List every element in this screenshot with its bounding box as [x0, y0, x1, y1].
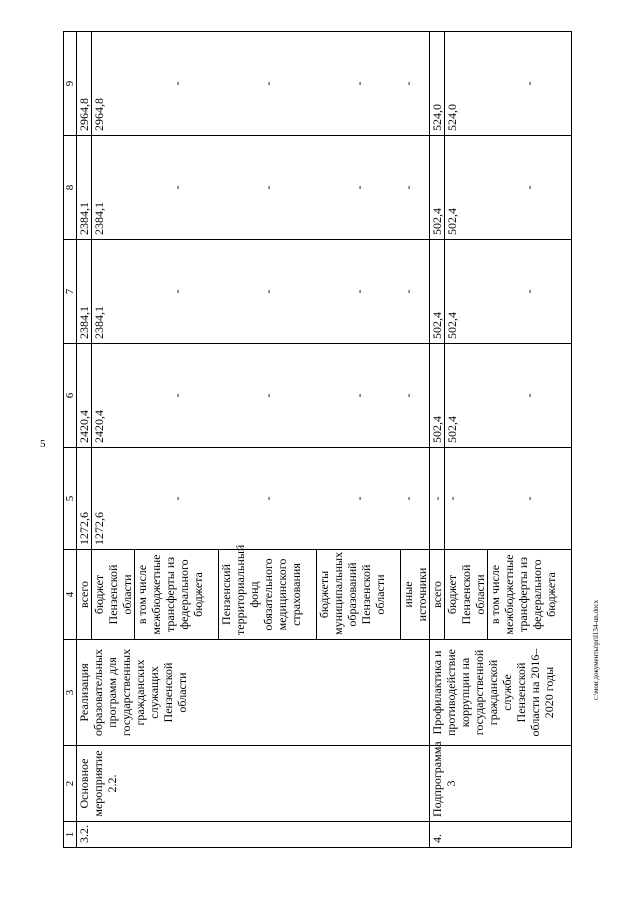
value-cell: 1272,6 — [77, 448, 92, 550]
table-row — [430, 32, 445, 848]
value-cell: 502,4 — [430, 344, 445, 448]
value-cell: - — [317, 448, 401, 550]
value-cell: - — [401, 344, 430, 448]
item-type: Подпрограмма 3 — [430, 746, 572, 822]
source-label: бюджеты муниципальных образований Пензенской области — [317, 550, 401, 640]
value-cell: - — [219, 240, 317, 344]
value-cell: 502,4 — [445, 136, 488, 240]
value-cell: 2420,4 — [77, 344, 92, 448]
value-cell: 1272,6 — [92, 448, 135, 550]
source-label: Пензенский территориальный фонд обязательного медицинского страхования — [219, 550, 317, 640]
header-col-8: 8 — [64, 136, 77, 240]
value-cell: 2964,8 — [77, 32, 92, 136]
header-col-3: 3 — [64, 640, 77, 746]
source-label: иные источники — [401, 550, 430, 640]
value-cell: - — [488, 136, 572, 240]
source-label: бюджет Пензенской области — [445, 550, 488, 640]
header-col-9: 9 — [64, 32, 77, 136]
budget-table-rotated — [63, 32, 585, 848]
value-cell: 502,4 — [430, 240, 445, 344]
value-cell: - — [445, 448, 488, 550]
table-row — [77, 32, 92, 848]
value-cell: 2964,8 — [92, 32, 135, 136]
header-col-6: 6 — [64, 344, 77, 448]
value-cell: - — [430, 448, 445, 550]
source-label: в том числе межбюджетные трансферты из федерального бюджета — [135, 550, 219, 640]
page-number: 5 — [40, 438, 46, 450]
value-cell: 502,4 — [445, 240, 488, 344]
value-cell: - — [219, 344, 317, 448]
value-cell: - — [219, 136, 317, 240]
source-label: в том числе межбюджетные трансферты из федерального бюджета — [488, 550, 572, 640]
value-cell: - — [219, 448, 317, 550]
value-cell: - — [317, 344, 401, 448]
footer-file-path: c:\мои документы\pril134-un.docx — [592, 599, 600, 700]
value-cell: - — [401, 136, 430, 240]
value-cell: - — [401, 32, 430, 136]
value-cell: - — [135, 136, 219, 240]
value-cell: - — [401, 240, 430, 344]
value-cell: 2384,1 — [92, 136, 135, 240]
value-cell: 502,4 — [445, 344, 488, 448]
value-cell: 2384,1 — [77, 240, 92, 344]
value-cell: - — [488, 448, 572, 550]
value-cell: 524,0 — [430, 32, 445, 136]
value-cell: - — [135, 240, 219, 344]
header-col-2: 2 — [64, 746, 77, 822]
item-name: Профилактика и противодействие коррупции на государственной гражданской службе Пензенской области на 2016–2020 годы — [430, 640, 572, 746]
value-cell: 502,4 — [430, 136, 445, 240]
value-cell: 524,0 — [445, 32, 488, 136]
budget-table — [63, 31, 572, 848]
header-col-4: 4 — [64, 550, 77, 640]
header-row — [64, 32, 77, 848]
value-cell: - — [488, 344, 572, 448]
value-cell: - — [488, 32, 572, 136]
value-cell: - — [317, 240, 401, 344]
value-cell: - — [219, 32, 317, 136]
item-name: Реализация образовательных программ для государственных гражданских служащих Пензенской области — [77, 640, 430, 746]
source-label: всего — [430, 550, 445, 640]
source-label: бюджет Пензенской области — [92, 550, 135, 640]
value-cell: 2420,4 — [92, 344, 135, 448]
value-cell: - — [317, 32, 401, 136]
source-label: всего — [77, 550, 92, 640]
header-col-5: 5 — [64, 448, 77, 550]
value-cell: - — [135, 344, 219, 448]
value-cell: - — [488, 240, 572, 344]
row-number: 3.2. — [77, 822, 430, 848]
item-type: Основное мероприятие 2.2. — [77, 746, 430, 822]
value-cell: - — [135, 448, 219, 550]
value-cell: - — [317, 136, 401, 240]
header-col-1: 1 — [64, 822, 77, 848]
row-number: 4. — [430, 822, 572, 848]
value-cell: - — [135, 32, 219, 136]
value-cell: - — [401, 448, 430, 550]
header-col-7: 7 — [64, 240, 77, 344]
value-cell: 2384,1 — [92, 240, 135, 344]
value-cell: 2384,1 — [77, 136, 92, 240]
